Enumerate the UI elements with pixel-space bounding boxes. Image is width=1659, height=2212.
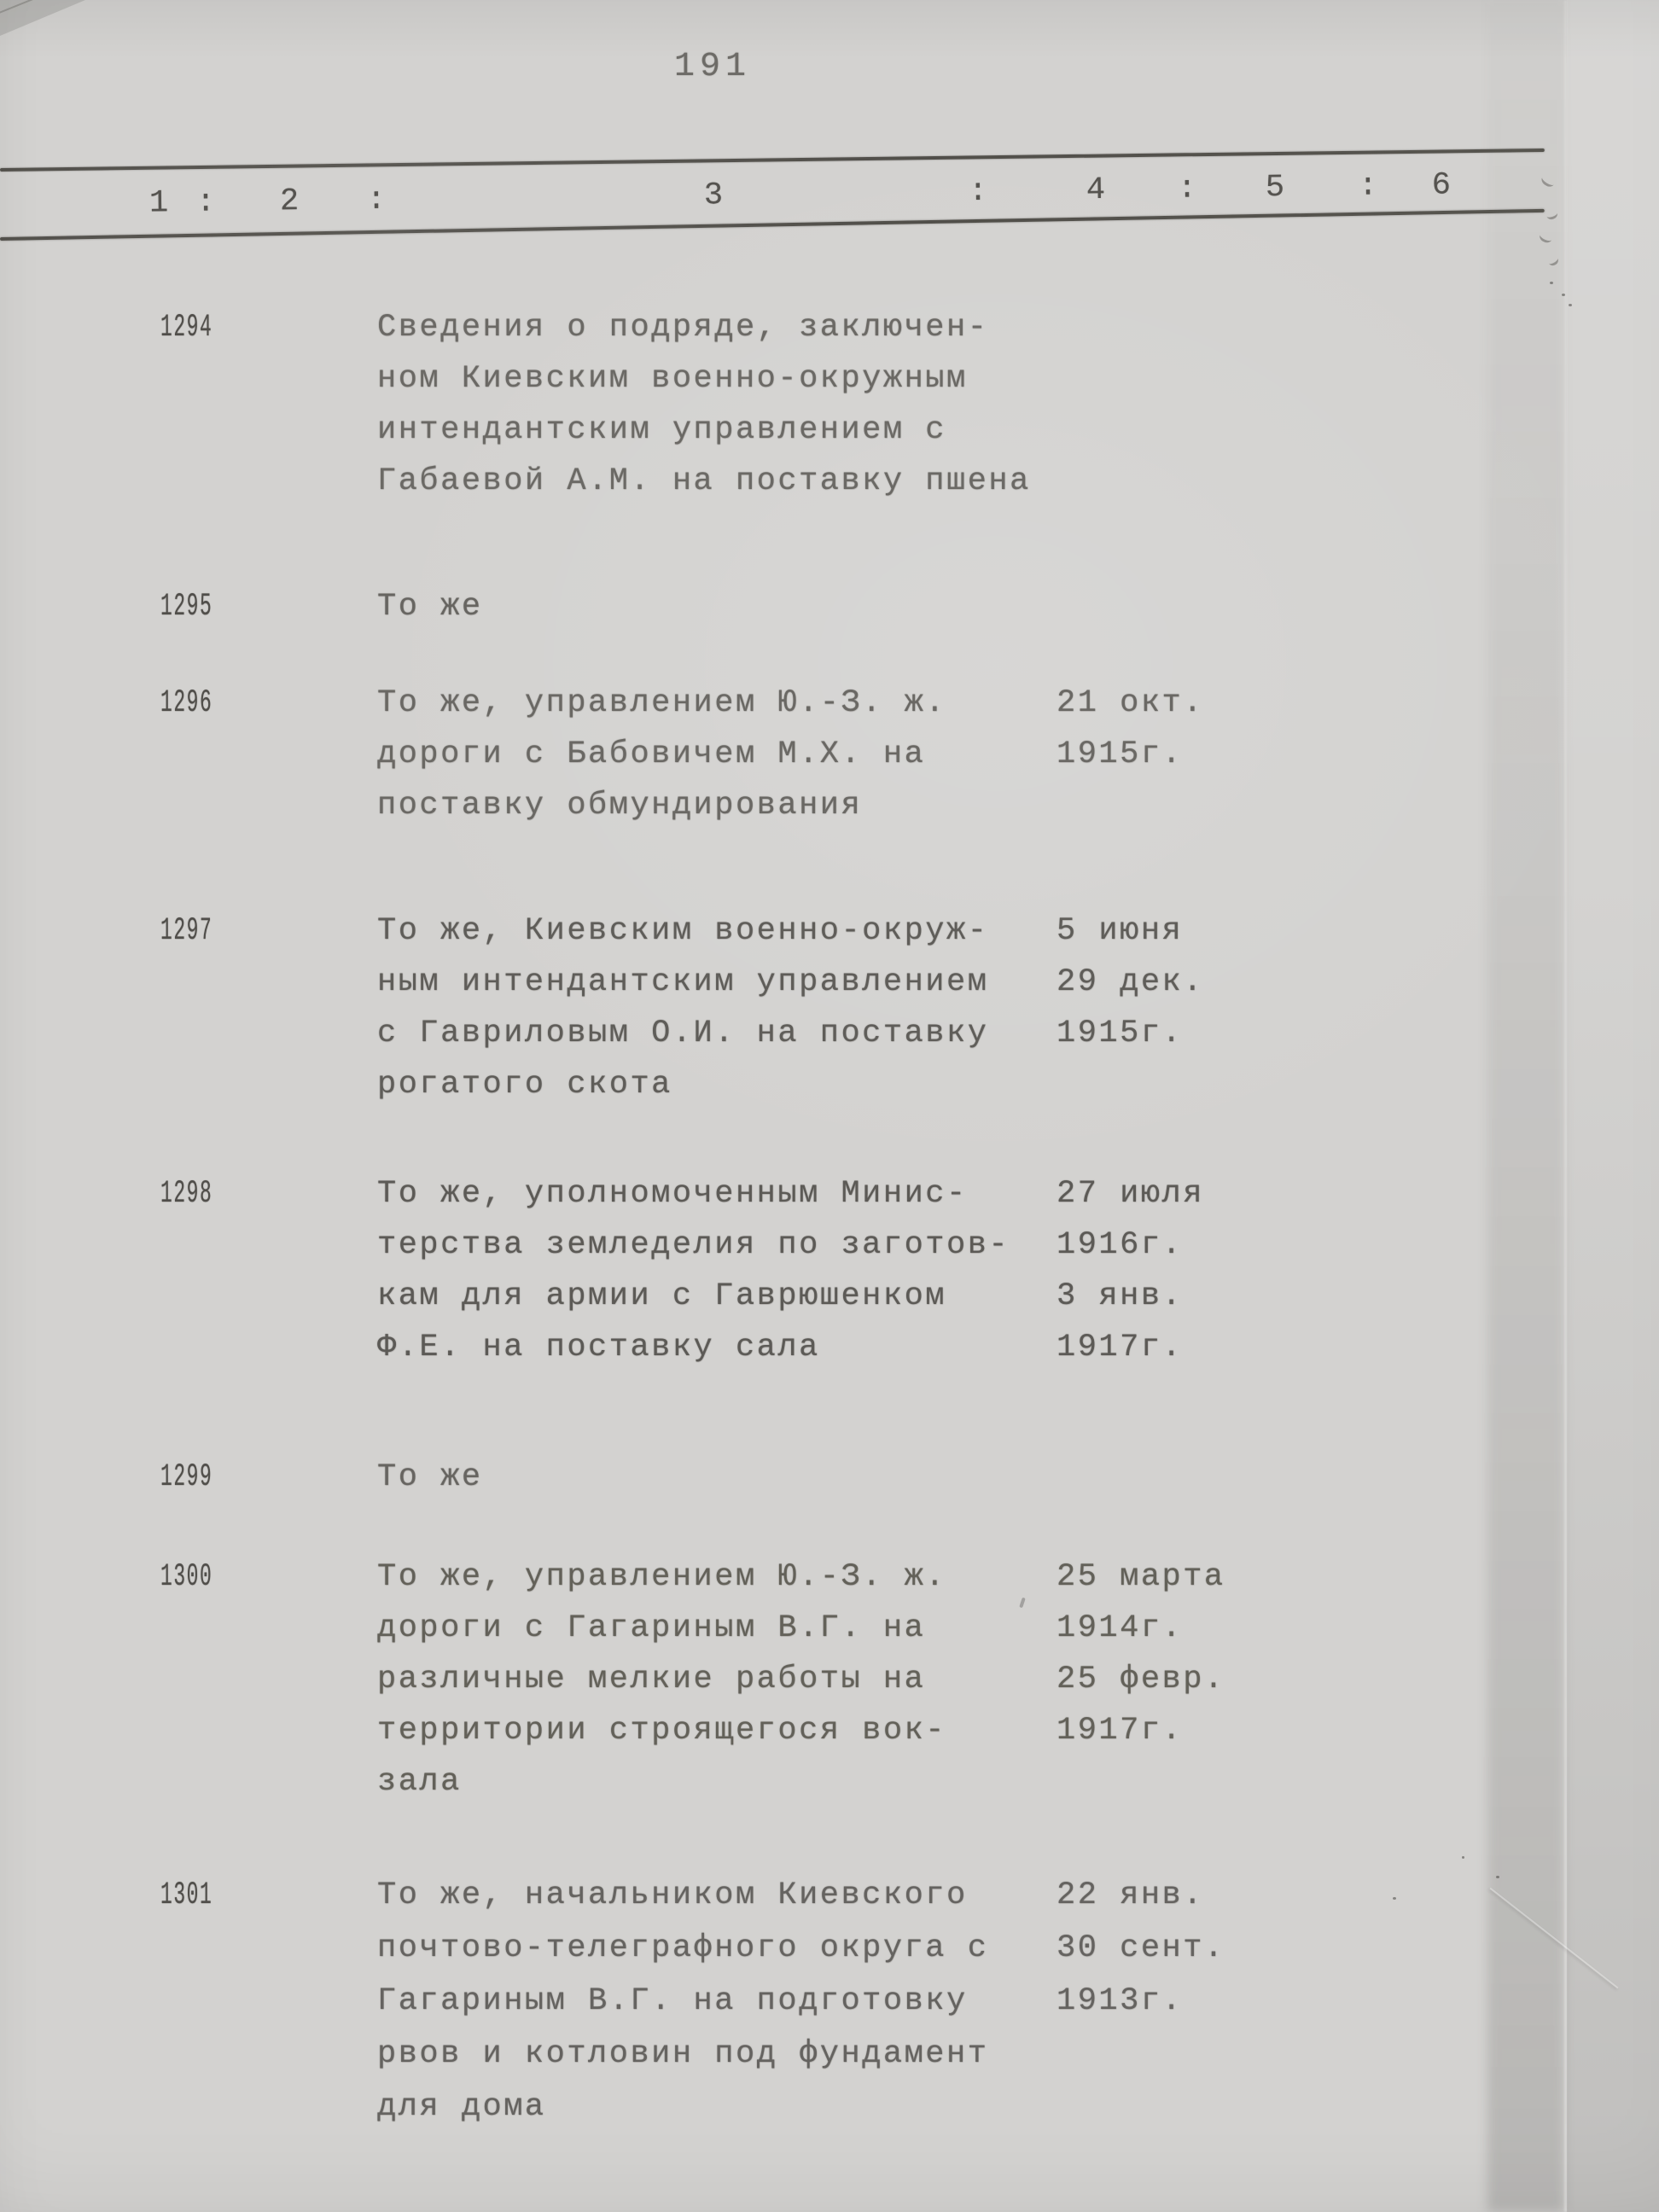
date-line: 27 июля	[1057, 1176, 1204, 1212]
date-line: 30 сент.	[1057, 1930, 1225, 1966]
entry-description	[377, 1452, 483, 1503]
column-separator: :	[195, 184, 216, 221]
description-line: для дома	[377, 2089, 546, 2125]
entry-number: 1301	[160, 1877, 213, 1913]
entry-description	[377, 1869, 988, 2133]
description-line: Сведения о подряде, заключен-	[377, 310, 989, 346]
description-line: с Гавриловым О.И. на поставку	[377, 1016, 989, 1051]
column-header-1: 1	[148, 185, 169, 222]
column-header-2: 2	[279, 183, 300, 220]
date-line: 25 марта	[1057, 1559, 1225, 1595]
ink-speck	[1569, 304, 1572, 306]
date-line: 25 февр.	[1057, 1662, 1225, 1697]
ink-speck	[1562, 294, 1565, 296]
description-line: рогатого скота	[377, 1067, 672, 1103]
description-line: ном Киевским военно-окружным	[377, 361, 968, 397]
ink-speck	[1496, 1876, 1499, 1878]
date-line: 1917г.	[1057, 1330, 1184, 1365]
description-line: Ф.Е. на поставку сала	[377, 1330, 820, 1365]
description-line: рвов и котловин под фундамент	[377, 2036, 989, 2072]
description-line: То же, Киевским военно-окруж-	[377, 913, 989, 949]
description-line: Габаевой А.М. на поставку пшена	[377, 463, 1031, 499]
date-line: 5 июня	[1057, 913, 1184, 949]
description-line: различные мелкие работы на	[377, 1662, 926, 1697]
description-line: дороги с Гагариным В.Г. на	[377, 1610, 926, 1646]
entry-description	[377, 1551, 946, 1807]
column-header-3: 3	[703, 178, 724, 214]
date-line: 1914г.	[1057, 1610, 1184, 1646]
entry-number: 1299	[160, 1459, 213, 1495]
description-line: То же	[377, 589, 483, 625]
date-line: 1915г.	[1057, 736, 1184, 772]
date-line: 21 окт.	[1057, 685, 1204, 721]
description-line: интендантским управлением с	[377, 412, 946, 448]
entry-number: 1295	[160, 589, 213, 625]
description-line: зала	[377, 1764, 462, 1800]
entry-number: 1298	[160, 1176, 213, 1212]
date-line: 1916г.	[1057, 1227, 1184, 1263]
entry-number: 1297	[160, 913, 213, 949]
page-edge-shadow	[1487, 0, 1564, 2212]
date-line: 22 янв.	[1057, 1877, 1204, 1913]
pencil-comma-mark	[1019, 1598, 1026, 1609]
column-header-5: 5	[1265, 169, 1285, 207]
ink-speck	[1550, 282, 1553, 284]
entry-description	[377, 302, 1031, 507]
entry-dates	[1057, 1551, 1225, 1756]
description-line: То же	[377, 1459, 483, 1495]
description-line: терства земледелия по заготов-	[377, 1227, 1010, 1263]
description-line: дороги с Бабовичем М.Х. на	[377, 736, 926, 772]
date-line: 1913г.	[1057, 1983, 1184, 2019]
scan-margin-strip	[1567, 0, 1659, 2212]
entry-description	[377, 581, 483, 632]
entry-number: 1300	[160, 1559, 213, 1595]
page-number: 191	[674, 48, 752, 86]
column-separator: :	[366, 182, 387, 218]
description-line: территории строящегося вок-	[377, 1713, 946, 1749]
date-line: 29 дек.	[1057, 964, 1204, 1000]
description-line: ным интендантским управлением	[377, 964, 989, 1000]
description-line: Гагариным В.Г. на подготовку	[377, 1983, 968, 2019]
date-line: 1917г.	[1057, 1713, 1184, 1749]
description-line: То же, начальником Киевского	[377, 1877, 968, 1913]
column-separator: :	[1358, 168, 1378, 205]
entry-description	[377, 1168, 1010, 1373]
entry-dates	[1057, 1168, 1204, 1373]
column-separator: :	[1177, 171, 1197, 207]
description-line: То же, управлением Ю.-З. ж.	[377, 1559, 946, 1595]
date-line: 3 янв.	[1057, 1278, 1184, 1314]
description-line: почтово-телеграфного округа с	[377, 1930, 989, 1966]
column-header-6: 6	[1431, 167, 1452, 204]
entry-number: 1294	[160, 310, 213, 346]
column-header-4: 4	[1086, 172, 1106, 209]
entry-dates	[1057, 678, 1204, 780]
column-separator: :	[968, 173, 988, 211]
entry-description	[377, 678, 946, 831]
table-header-row	[0, 167, 1545, 226]
table-header-top-rule	[0, 148, 1545, 172]
description-line: То же, управлением Ю.-З. ж.	[377, 685, 946, 721]
description-line: поставку обмундирования	[377, 788, 863, 824]
entry-dates	[1057, 905, 1204, 1059]
entry-dates	[1057, 1869, 1225, 2028]
description-line: То же, уполномоченным Минис-	[377, 1176, 968, 1212]
entry-number: 1296	[160, 685, 213, 721]
description-line: кам для армии с Гаврюшенком	[377, 1278, 946, 1314]
ink-speck	[1393, 1897, 1396, 1900]
date-line: 1915г.	[1057, 1016, 1184, 1051]
entry-description	[377, 905, 988, 1110]
ink-speck	[1462, 1856, 1464, 1859]
